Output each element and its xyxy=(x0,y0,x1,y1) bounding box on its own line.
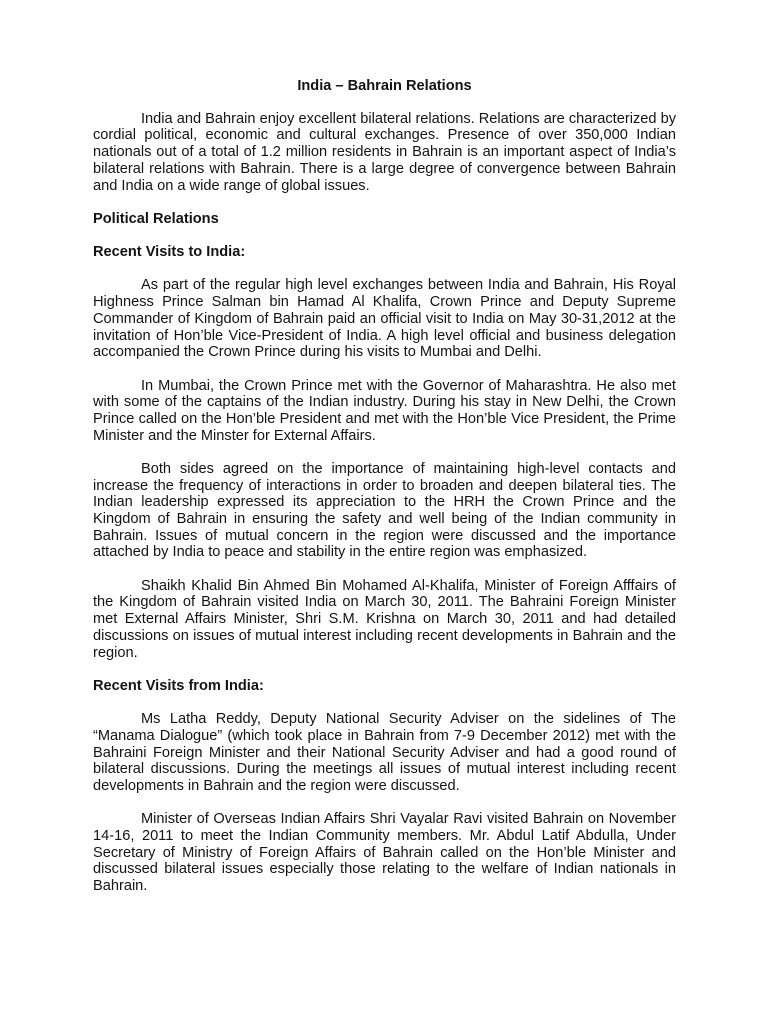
political-relations-heading: Political Relations xyxy=(93,210,219,227)
visits-to-india-paragraph: In Mumbai, the Crown Prince met with the Governor of Maharashtra. He also met with some of the captains of the Indian industry. During his stay in New Delhi, the Crown Prince called on the Hon’ble President and met with the Hon’ble Vice President, the Prime Minister and the Minster for External Affairs. xyxy=(93,377,676,444)
visits-to-india-paragraph: As part of the regular high level exchanges between India and Bahrain, His Royal Highness Prince Salman bin Hamad Al Khalifa, Crown Prince and Deputy Supreme Commander of Kingdom of Bahrain paid an official visit to India on May 30-31,2012 at the invitation of Hon’ble Vice-President of India. A high level official and business delegation accompanied the Crown Prince during his visits to Mumbai and Delhi. xyxy=(93,277,676,361)
document-title: India – Bahrain Relations xyxy=(297,78,472,94)
visits-from-india-heading: Recent Visits from India: xyxy=(93,677,264,694)
visits-to-india-heading: Recent Visits to India: xyxy=(93,244,246,261)
intro-paragraph: India and Bahrain enjoy excellent bilateral relations. Relations are characterized by cordial political, economic and cultural exchanges. Presence of over 350,000 Indian nationals out of a total of 1.2 million residents in Bahrain is an important aspect of India’s bilateral relations with Bahrain. There is a large degree of convergence between Bahrain and India on a wide range of global issues. xyxy=(93,110,676,194)
visits-from-india-paragraph: Ms Latha Reddy, Deputy National Security Adviser on the sidelines of The “Manama Dialogue” (which took place in Bahrain from 7-9 December 2012) met with the Bahraini Foreign Minister and their National Security Adviser and had a good round of bilateral discussions. During the meetings all issues of mutual interest including recent developments in Bahrain and the region were discussed. xyxy=(93,711,676,794)
visits-from-india-paragraph: Minister of Overseas Indian Affairs Shri Vayalar Ravi visited Bahrain on November 14-16, 2011 to meet the Indian Community members. Mr. Abdul Latif Abdulla, Under Secretary of Ministry of Foreign Affairs of Bahrain called on the Hon’ble Minister and discussed bilateral issues especially those relating to the welfare of Indian nationals in Bahrain. xyxy=(93,811,676,895)
visits-to-india-paragraph: Both sides agreed on the importance of maintaining high-level contacts and increase the frequency of interactions in order to broaden and deepen bilateral ties. The Indian leadership expressed its appreciation to the HRH the Crown Prince and the Kingdom of Bahrain in ensuring the safety and well being of the Indian community in Bahrain. Issues of mutual concern in the region were discussed and the importance attached by India to peace and stability in the entire region was emphasized. xyxy=(93,460,676,561)
visits-to-india-paragraph: Shaikh Khalid Bin Ahmed Bin Mohamed Al-Khalifa, Minister of Foreign Afffairs of the Kingdom of Bahrain visited India on March 30, 2011. The Bahraini Foreign Minister met External Affairs Minister, Shri S.M. Krishna on March 30, 2011 and had detailed discussions on issues of mutual interest including recent developments in Bahrain and the region. xyxy=(93,577,676,661)
document-page xyxy=(93,78,676,911)
